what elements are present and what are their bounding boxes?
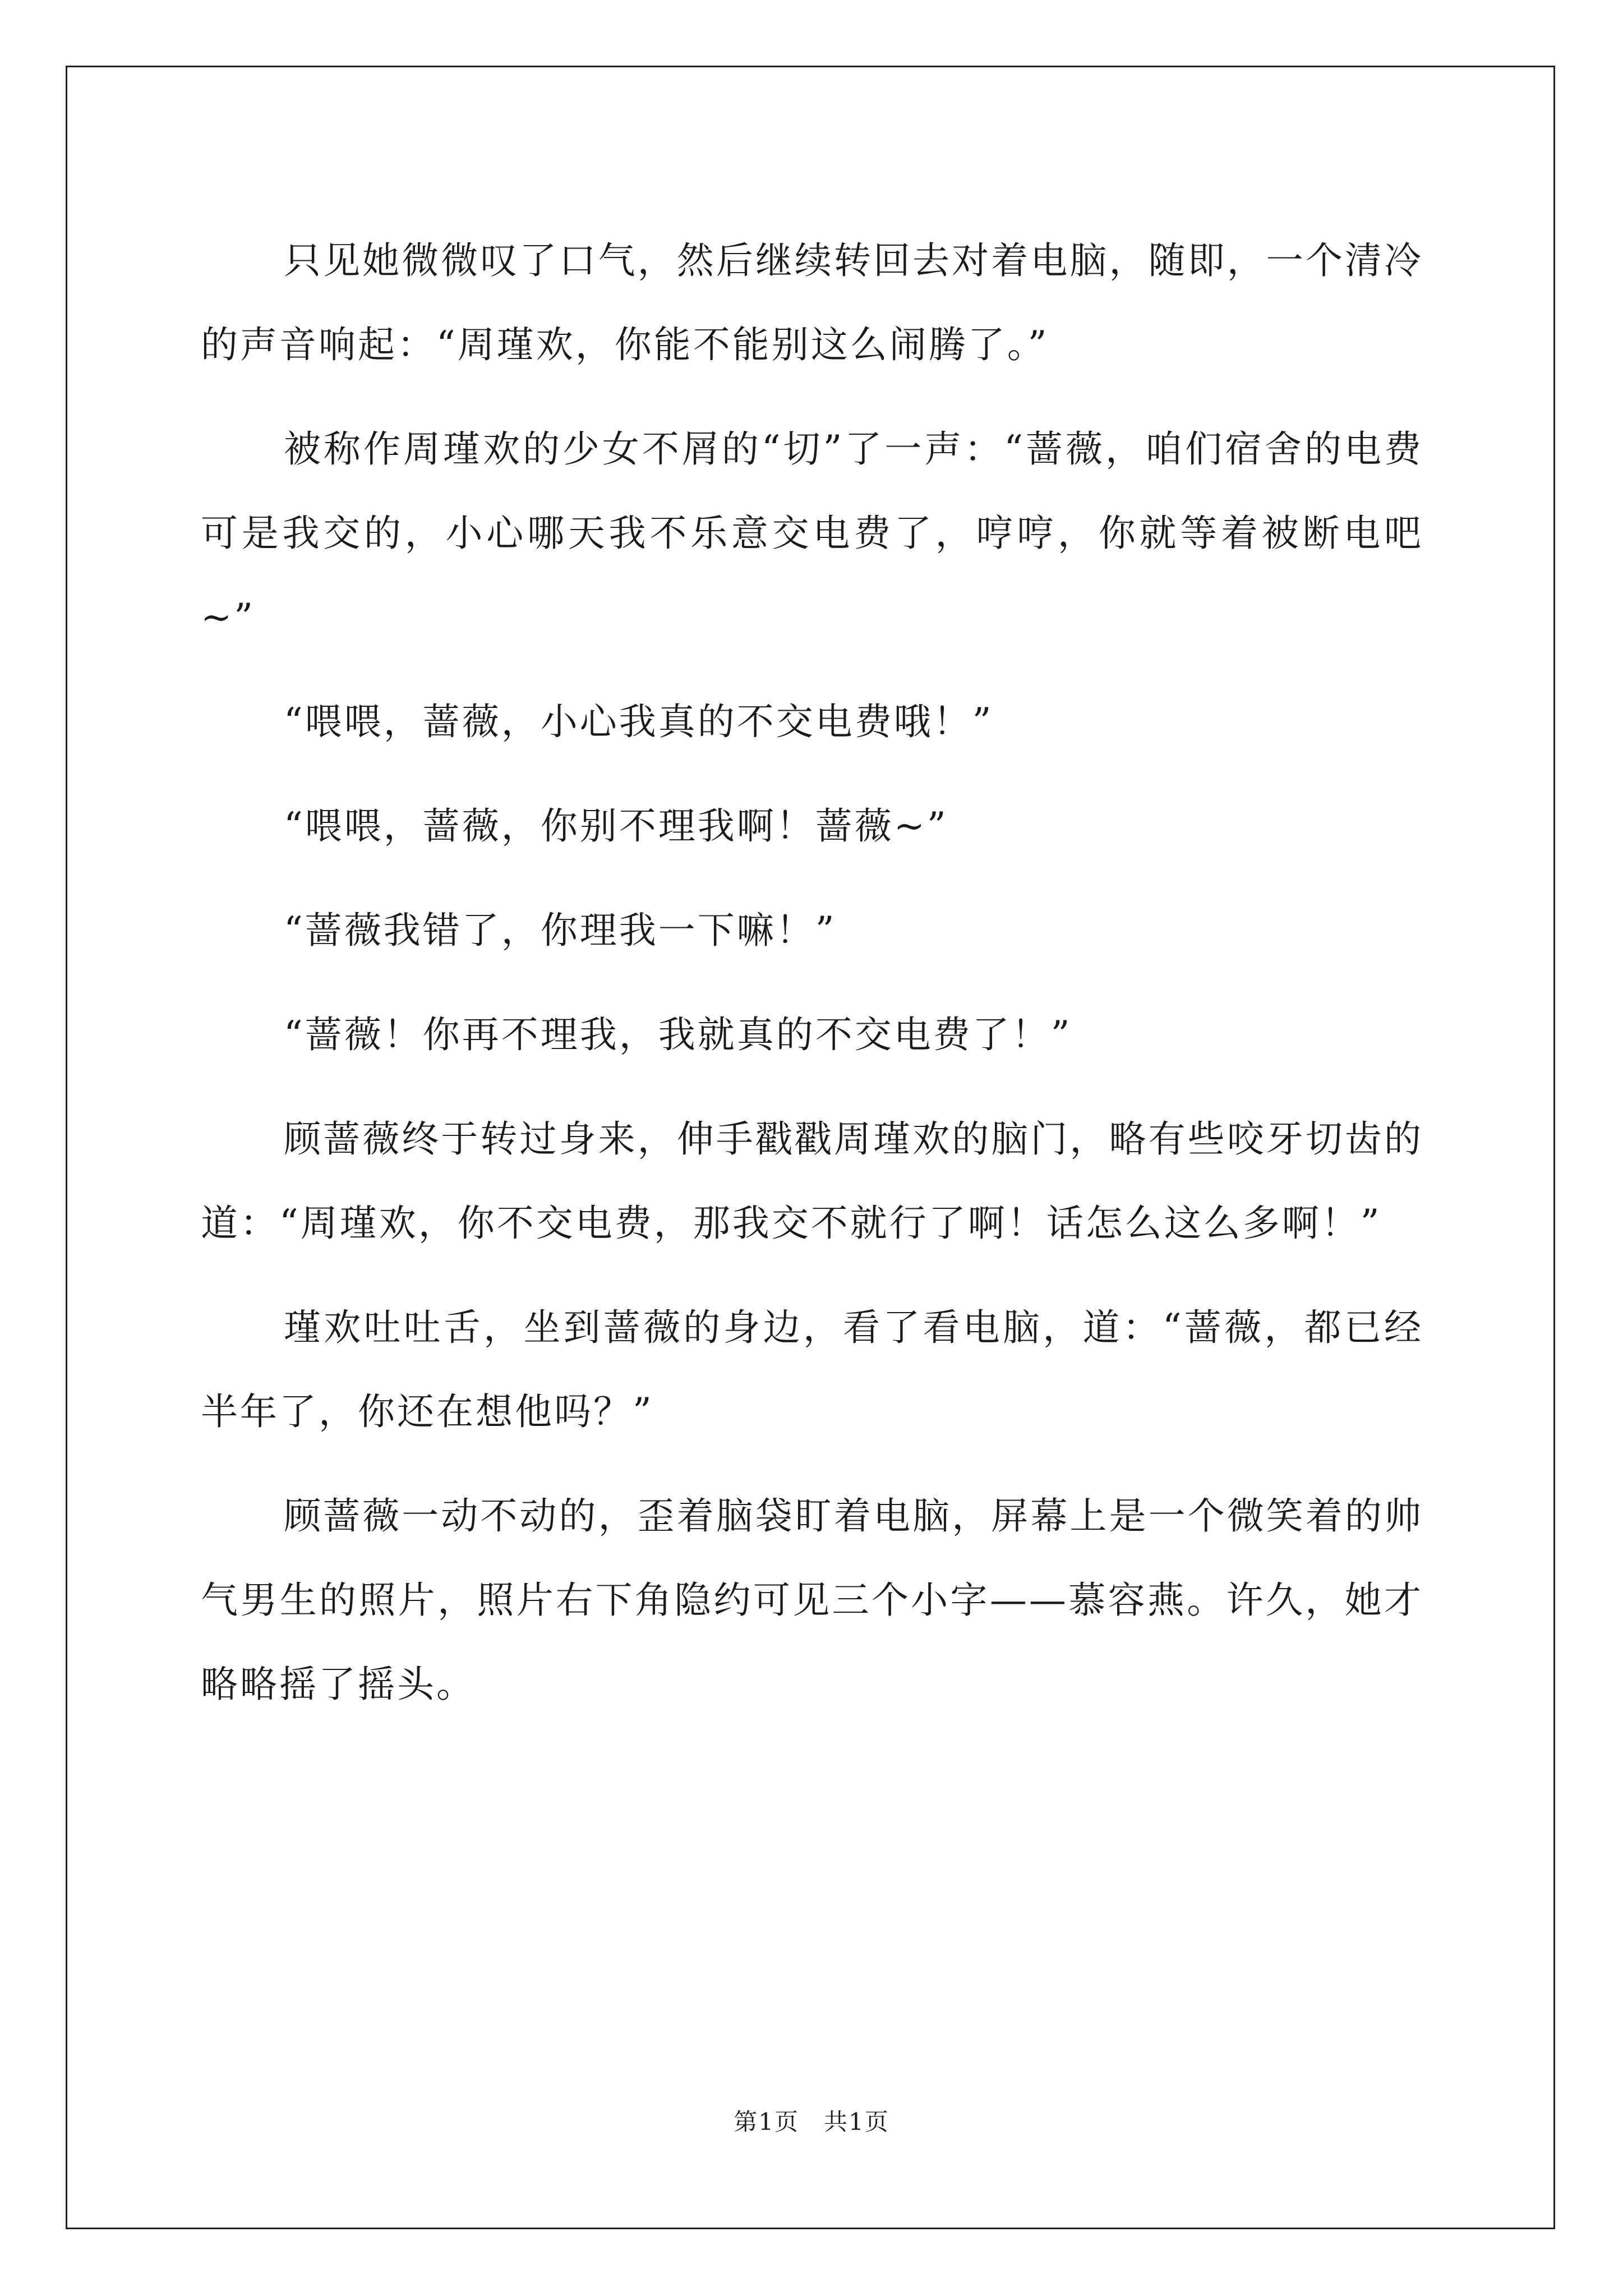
document-body [201,219,1423,1727]
paragraph: “蔷薇！你再不理我，我就真的不交电费了！” [284,1013,1072,1056]
paragraph: 顾蔷薇一动不动的，歪着脑袋盯着电脑，屏幕上是一个微笑着的帅气男生的照片，照片右下角隐约可见三个小字——慕容燕。许久，她才略略摇了摇头。 [201,1494,1423,1706]
paragraph: 顾蔷薇终于转过身来，伸手戳戳周瑾欢的脑门，略有些咬牙切齿的道：“周瑾欢，你不交电费，那我交不就行了啊！话怎么这么多啊！” [201,1117,1423,1245]
paragraph: “蔷薇我错了，你理我一下嘛！” [284,909,837,952]
page-number-footer: 第1页 共1页 [734,2108,889,2136]
paragraph: 被称作周瑾欢的少女不屑的“切”了一声：“蔷薇，咱们宿舍的电费可是我交的，小心哪天我不乐意交电费了，哼哼，你就等着被断电吧~” [201,427,1423,639]
paragraph: 只见她微微叹了口气，然后继续转回去对着电脑，随即，一个清冷的声音响起：“周瑾欢，你能不能别这么闹腾了。” [201,239,1423,366]
paragraph: 瑾欢吐吐舌，坐到蔷薇的身边，看了看电脑，道：“蔷薇，都已经半年了，你还在想他吗？” [201,1306,1423,1433]
paragraph: “喂喂，蔷薇，小心我真的不交电费哦！” [284,700,994,743]
paragraph: “喂喂，蔷薇，你别不理我啊！蔷薇~” [284,804,948,848]
